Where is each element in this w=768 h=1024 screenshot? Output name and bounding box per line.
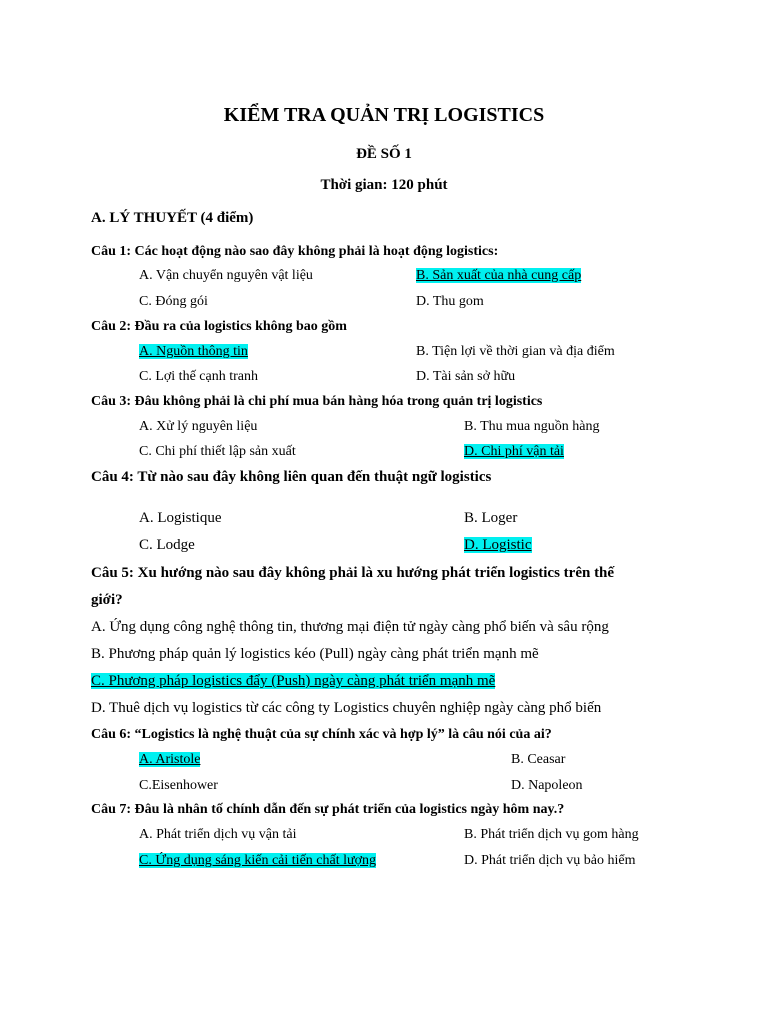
q7-option-d: D. Phát triển dịch vụ bảo hiểm <box>464 853 636 868</box>
answer-highlight: B. Sản xuất của nhà cung cấp <box>416 268 582 283</box>
answer-highlight: D. Logistic <box>464 537 532 553</box>
q6-option-a <box>139 752 200 768</box>
question-7: Câu 7: Đâu là nhân tố chính dẫn đến sự phát triển của logistics ngày hôm nay.? <box>91 802 565 817</box>
question-5-line-2: giới? <box>91 592 123 608</box>
q2-option-b: B. Tiện lợi về thời gian và địa điểm <box>416 344 615 359</box>
q1-option-c: C. Đóng gói <box>139 294 208 309</box>
q1-option-d: D. Thu gom <box>416 294 484 309</box>
q1-option-b <box>416 268 581 284</box>
answer-highlight: A. Nguồn thông tin <box>139 344 248 359</box>
q3-option-d <box>464 444 564 460</box>
q6-option-c: C.Eisenhower <box>139 778 218 793</box>
q2-option-d: D. Tài sản sở hữu <box>416 369 516 384</box>
q6-option-d: D. Napoleon <box>511 778 583 793</box>
q1-option-a: A. Vận chuyển nguyên vật liệu <box>139 268 313 283</box>
q6-option-b: B. Ceasar <box>511 752 566 767</box>
exam-number: ĐỀ SỐ 1 <box>356 146 412 162</box>
question-5-line-1: Câu 5: Xu hướng nào sau đây không phải là xu hướng phát triển logistics trên thế <box>91 565 615 581</box>
exam-duration: Thời gian: 120 phút <box>320 177 448 193</box>
q3-option-c: C. Chi phí thiết lập sản xuất <box>139 444 296 459</box>
q7-option-b: B. Phát triển dịch vụ gom hàng <box>464 827 639 842</box>
q4-option-b: B. Loger <box>464 510 518 526</box>
q4-option-c: C. Lodge <box>139 537 195 553</box>
question-1: Câu 1: Các hoạt động nào sao đây không phải là hoạt động logistics: <box>91 244 499 259</box>
q5-option-b: B. Phương pháp quản lý logistics kéo (Pull) ngày càng phát triển mạnh mẽ <box>91 646 539 662</box>
q4-option-d <box>464 537 532 554</box>
answer-highlight: C. Phương pháp logistics đẩy (Push) ngày càng phát triển mạnh mẽ <box>91 673 496 689</box>
document-title: KIỂM TRA QUẢN TRỊ LOGISTICS <box>223 104 545 126</box>
q5-option-d: D. Thuê dịch vụ logistics từ các công ty Logistics chuyên nghiệp ngày càng phổ biến <box>91 700 602 716</box>
section-heading: A. LÝ THUYẾT (4 điểm) <box>91 210 254 226</box>
q2-option-c: C. Lợi thế cạnh tranh <box>139 369 258 384</box>
q7-option-a: A. Phát triển dịch vụ vận tải <box>139 827 297 842</box>
question-4: Câu 4: Từ nào sau đây không liên quan đến thuật ngữ logistics <box>91 469 492 485</box>
q3-option-b: B. Thu mua nguồn hàng <box>464 419 600 434</box>
q5-option-c <box>91 673 495 690</box>
answer-highlight: D. Chi phí vận tải <box>464 444 564 459</box>
question-2: Câu 2: Đầu ra của logistics không bao gồm <box>91 319 347 334</box>
answer-highlight: C. Ứng dụng sáng kiến cải tiến chất lượng <box>139 853 376 868</box>
q2-option-a <box>139 344 248 360</box>
q5-option-a: A. Ứng dụng công nghệ thông tin, thương mại điện tử ngày càng phổ biến và sâu rộng <box>91 619 609 635</box>
question-3: Câu 3: Đâu không phải là chi phí mua bán hàng hóa trong quản trị logistics <box>91 394 543 409</box>
question-6: Câu 6: “Logistics là nghệ thuật của sự chính xác và hợp lý” là câu nói của ai? <box>91 727 552 742</box>
q7-option-c <box>139 853 376 869</box>
q3-option-a: A. Xử lý nguyên liệu <box>139 419 258 434</box>
answer-highlight: A. Aristole <box>139 752 201 767</box>
q4-option-a: A. Logistique <box>139 510 222 526</box>
